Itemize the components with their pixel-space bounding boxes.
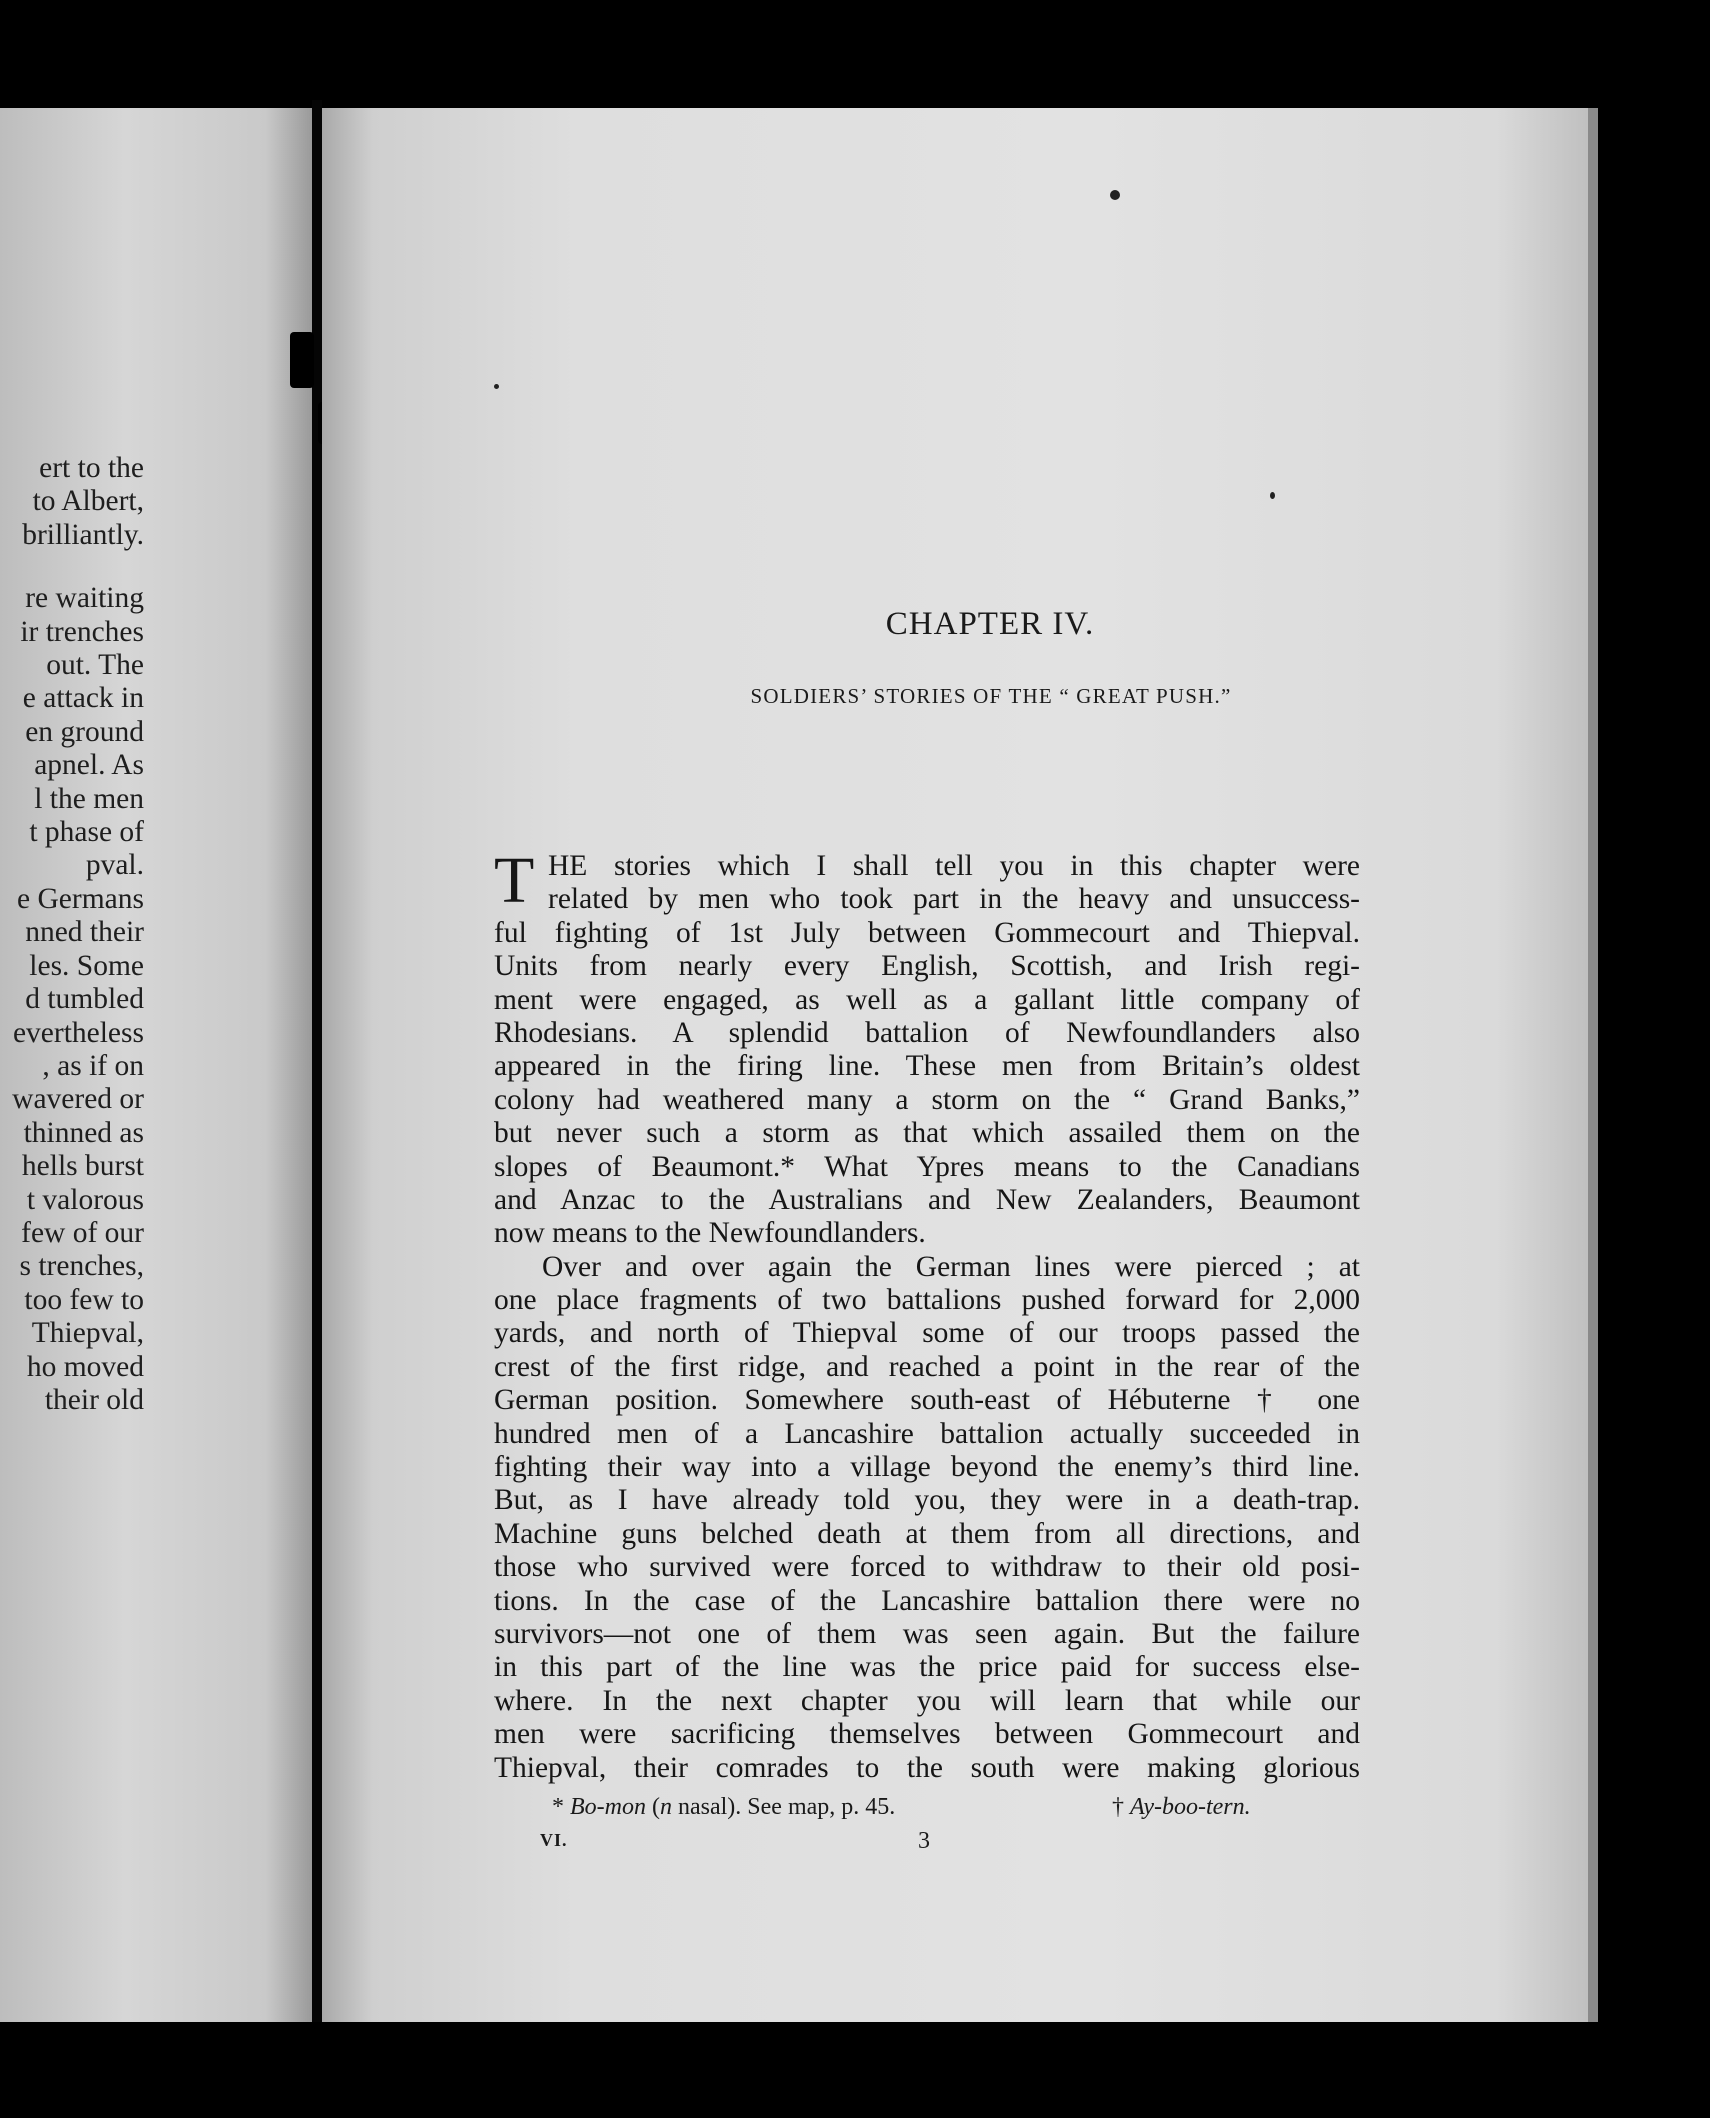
body-line: but never such a storm as that which assailed them on the (494, 1117, 1360, 1150)
left-text-line: s trenches, (19, 1250, 144, 1283)
left-text-line: apnel. As (34, 749, 144, 782)
left-page-text (0, 452, 144, 1417)
page-number: 3 (918, 1828, 930, 1854)
body-line: Over and over again the German lines were pierced ; at (542, 1250, 1360, 1283)
paragraph-2 (494, 1251, 1360, 1785)
left-text-line: t phase of (29, 816, 144, 849)
footnote-beaumont: * Bo-mon (n nasal). See map, p. 45. (552, 1794, 896, 1820)
body-line: related by men who took part in the heavy and unsuccess- (548, 883, 1360, 916)
left-text-line: nned their (25, 916, 144, 949)
left-text-line: e Germans (17, 882, 144, 915)
left-text-line: brilliantly. (22, 518, 144, 551)
left-text-line: l the men (34, 782, 144, 815)
body-line: survivors—not one of them was seen again. But the failure (494, 1617, 1360, 1650)
binding-clip-upper (290, 332, 314, 388)
ink-speck (1110, 190, 1120, 200)
left-text-line: ho moved (26, 1350, 144, 1383)
body-line: crest of the first ridge, and reached a point in the rear of the (494, 1350, 1360, 1383)
left-text-line: few of our (21, 1216, 144, 1249)
left-facing-page (0, 108, 312, 2022)
chapter-subtitle: SOLDIERS’ STORIES OF THE “ GREAT PUSH.” (750, 684, 1232, 708)
body-line: appeared in the firing line. These men from Britain’s oldest (494, 1050, 1360, 1083)
signature-mark: VI. (540, 1830, 568, 1850)
left-text-line: re waiting (25, 582, 144, 615)
body-line: hundred men of a Lancashire battalion actually succeeded in (494, 1417, 1360, 1450)
body-line: those who survived were forced to withdraw to their old posi- (494, 1551, 1360, 1584)
ink-speck (494, 384, 499, 389)
body-line: now means to the Newfoundlanders. (494, 1217, 926, 1250)
left-text-line: ir trenches (20, 615, 144, 648)
left-text-line: to Albert, (32, 485, 144, 518)
left-text-line: d tumbled (25, 983, 144, 1016)
chapter-body (494, 844, 1360, 1785)
body-line: colony had weathered many a storm on the “ Grand Banks,” (494, 1083, 1360, 1116)
left-text-line: hells burst (21, 1150, 144, 1183)
left-text-line: evertheless (12, 1016, 144, 1049)
body-line: ful fighting of 1st July between Gommecourt and Thiepval. (494, 916, 1360, 949)
left-text-line: too few to (24, 1283, 144, 1316)
body-line: yards, and north of Thiepval some of our troops passed the (494, 1317, 1360, 1350)
left-text-line: pval. (85, 849, 144, 882)
left-text-line: t valorous (26, 1183, 144, 1216)
left-text-line: ert to the (39, 452, 144, 484)
chapter-title: CHAPTER IV. (885, 606, 1095, 642)
footnote-hebuterne: † Ay-boo-tern. (1112, 1794, 1251, 1820)
right-page (322, 108, 1598, 2022)
body-line: where. In the next chapter you will learn that while our (494, 1684, 1360, 1717)
page-edge-shadow (1588, 108, 1598, 2022)
left-text-line: , as if on (42, 1049, 144, 1082)
left-text-line: Thiepval, (31, 1317, 144, 1350)
body-line: ment were engaged, as well as a gallant little company of (494, 983, 1360, 1016)
body-line: Rhodesians. A splendid battalion of Newfoundlanders also (494, 1016, 1360, 1049)
drop-cap: T (494, 844, 535, 917)
body-line: one place fragments of two battalions pushed forward for 2,000 (494, 1284, 1360, 1317)
book-gutter (312, 100, 322, 2022)
body-line: Units from nearly every English, Scottish, and Irish regi- (494, 950, 1360, 983)
body-line: Machine guns belched death at them from all directions, and (494, 1517, 1360, 1550)
left-text-line (0, 552, 144, 582)
left-text-line: les. Some (29, 949, 144, 982)
body-line: Thiepval, their comrades to the south were making glorious (494, 1751, 1360, 1784)
body-line: HE stories which I shall tell you in this chapter were (548, 850, 1360, 882)
body-line: fighting their way into a village beyond the enemy’s third line. (494, 1451, 1360, 1484)
left-text-line: e attack in (22, 682, 144, 715)
body-line: slopes of Beaumont.* What Ypres means to the Canadians (494, 1150, 1360, 1183)
ink-speck (1270, 492, 1275, 499)
body-line: men were sacrificing themselves between Gommecourt and (494, 1718, 1360, 1751)
left-text-line: out. The (46, 649, 144, 682)
body-line: tions. In the case of the Lancashire battalion there were no (494, 1584, 1360, 1617)
body-line: in this part of the line was the price paid for success else- (494, 1651, 1360, 1684)
left-text-line: their old (44, 1383, 144, 1416)
left-text-line: thinned as (23, 1116, 144, 1149)
left-text-line: en ground (25, 715, 144, 748)
body-line: But, as I have already told you, they were in a death-trap. (494, 1484, 1360, 1517)
left-text-line: wavered or (12, 1083, 144, 1116)
body-line: and Anzac to the Australians and New Zealanders, Beaumont (494, 1183, 1360, 1216)
paragraph-1 (494, 844, 1360, 1251)
body-line: German position. Somewhere south-east of Hébuterne † one (494, 1384, 1360, 1417)
